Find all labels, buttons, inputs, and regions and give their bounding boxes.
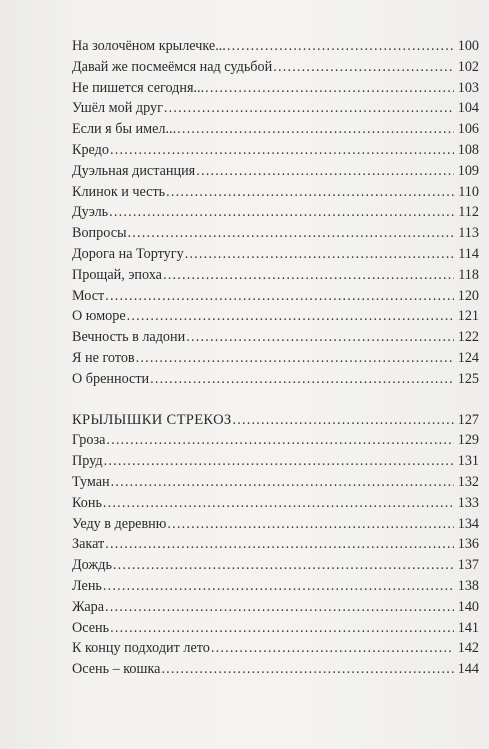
toc-entry-page: 108: [457, 141, 479, 158]
toc-leader-dots: [166, 182, 454, 203]
toc-entry-page: 103: [457, 79, 479, 96]
toc-entry-title: Дуэльная дистанция: [72, 162, 196, 179]
toc-entry-title: Мост: [72, 287, 105, 304]
toc-leader-dots: [110, 618, 454, 639]
toc-entry: [72, 451, 479, 472]
toc-entry: [72, 98, 479, 119]
toc-leader-dots: [109, 202, 454, 223]
toc-entry-page: 121: [457, 308, 479, 325]
toc-entry-title: Дождь: [72, 557, 112, 574]
toc-entry-title: Осень: [72, 619, 110, 636]
toc-entry-page: 102: [457, 58, 479, 75]
toc-leader-dots: [185, 244, 454, 265]
toc-entry: [72, 57, 479, 78]
toc-leader-dots: [127, 306, 454, 327]
toc-entry: [72, 36, 479, 57]
toc-entry-page: 129: [457, 432, 479, 449]
toc-entry-title: Жара: [72, 598, 105, 615]
toc-entry-title: Клинок и честь: [72, 183, 166, 200]
toc-leader-dots: [167, 514, 454, 535]
toc-leader-dots: [227, 36, 454, 57]
toc-leader-dots: [103, 576, 454, 597]
toc-entry-page: 131: [457, 453, 479, 470]
toc-entry-page: 106: [457, 121, 479, 138]
toc-entry-page: 124: [457, 349, 479, 366]
toc-entry: [72, 119, 479, 140]
toc-entry: [72, 493, 479, 514]
toc-leader-dots: [205, 78, 454, 99]
toc-entry-page: 137: [457, 557, 479, 574]
toc-entry-page: 113: [458, 225, 479, 242]
toc-leader-dots: [233, 410, 454, 431]
toc-entry-title: О юморе: [72, 308, 126, 325]
toc-entry-title: Ушёл мой друг: [72, 100, 163, 117]
toc-leader-dots: [273, 57, 454, 78]
toc-entry: [72, 78, 479, 99]
toc-leader-dots: [105, 597, 454, 618]
toc-entry-page: 110: [458, 183, 479, 200]
toc-entry-page: 109: [457, 162, 479, 179]
toc-entry-title: Гроза: [72, 432, 106, 449]
toc-entry-page: 136: [457, 536, 479, 553]
toc-entry-page: 125: [457, 370, 479, 387]
toc-entry-title: К концу подходит лето: [72, 640, 210, 657]
toc-entry-title: Давай же посмеёмся над судьбой: [72, 58, 273, 75]
toc-entry-title: Дорога на Тортугу: [72, 245, 184, 262]
toc-entry-page: 144: [457, 661, 479, 678]
toc-entry: [72, 472, 479, 493]
toc-entry: [72, 182, 479, 203]
toc-entry-title: На золочёном крылечке...: [72, 38, 226, 54]
toc-entry: [72, 534, 479, 555]
toc-section-page: 127: [457, 411, 479, 428]
toc-entry-title: Вопросы: [72, 225, 127, 242]
toc-entry-title: Если я бы имел...: [72, 121, 177, 138]
toc-leader-dots: [111, 472, 454, 493]
toc-entry-page: 104: [457, 100, 479, 117]
toc-entry: [72, 306, 479, 327]
toc-entry-title: Туман: [72, 473, 110, 490]
toc-entry: [72, 140, 479, 161]
toc-entry: [72, 618, 479, 639]
toc-entry-page: 112: [458, 204, 479, 221]
toc-leader-dots: [104, 451, 454, 472]
toc-leader-dots: [164, 98, 454, 119]
toc-leader-dots: [161, 659, 454, 680]
toc-entry-page: 140: [457, 598, 479, 615]
toc-leader-dots: [150, 369, 454, 390]
toc-entry-page: 141: [457, 619, 479, 636]
toc-section-title: КРЫЛЫШКИ СТРЕКОЗ: [72, 411, 232, 428]
toc-entry-title: Закат: [72, 536, 105, 553]
toc-leader-dots: [110, 140, 454, 161]
table-of-contents: [72, 36, 479, 680]
toc-section-heading: [72, 410, 479, 431]
toc-entry: [72, 348, 479, 369]
toc-entry-page: 114: [458, 245, 479, 262]
toc-entry-title: Лень: [72, 577, 102, 594]
toc-leader-dots: [128, 223, 454, 244]
toc-leader-dots: [186, 327, 454, 348]
toc-leader-dots: [211, 638, 454, 659]
toc-entry: [72, 223, 479, 244]
toc-entry-page: 138: [457, 577, 479, 594]
toc-entry-title: Кредо: [72, 141, 109, 158]
toc-entry: [72, 659, 479, 680]
toc-entry: [72, 514, 479, 535]
toc-entry-page: 132: [457, 473, 479, 490]
toc-entry: [72, 202, 479, 223]
toc-entry: [72, 555, 479, 576]
toc-leader-dots: [177, 119, 454, 140]
toc-leader-dots: [105, 534, 454, 555]
toc-entry-title: Прощай, эпоха: [72, 266, 162, 283]
toc-entry-page: 133: [457, 494, 479, 511]
toc-entry: [72, 327, 479, 348]
toc-leader-dots: [105, 286, 454, 307]
toc-leader-dots: [103, 493, 454, 514]
toc-entry: [72, 244, 479, 265]
toc-entry-page: 120: [457, 287, 479, 304]
section-gap: [72, 390, 479, 410]
toc-entry: [72, 161, 479, 182]
toc-entry-page: 118: [458, 266, 479, 283]
toc-entry-page: 142: [457, 640, 479, 657]
toc-entry-title: Пруд: [72, 453, 103, 470]
toc-entry-page: 122: [457, 329, 479, 346]
toc-entry-title: Я не готов: [72, 349, 135, 366]
toc-leader-dots: [113, 555, 454, 576]
toc-entry: [72, 638, 479, 659]
toc-leader-dots: [163, 265, 454, 286]
toc-entry: [72, 430, 479, 451]
toc-entry-title: О бренности: [72, 370, 150, 387]
toc-entry-title: Не пишется сегодня...: [72, 79, 205, 96]
toc-entry: [72, 286, 479, 307]
toc-entry-title: Дуэль: [72, 204, 109, 221]
toc-entry: [72, 265, 479, 286]
toc-entry-title: Уеду в деревню: [72, 515, 167, 532]
toc-leader-dots: [136, 348, 454, 369]
toc-entry: [72, 576, 479, 597]
toc-entry: [72, 597, 479, 618]
toc-leader-dots: [196, 161, 454, 182]
toc-entry-title: Конь: [72, 494, 102, 511]
toc-entry-title: Осень – кошка: [72, 661, 161, 678]
toc-entry-page: 134: [457, 515, 479, 532]
toc-entry-page: 100: [457, 38, 479, 54]
toc-entry-title: Вечность в ладони: [72, 329, 186, 346]
toc-entry: [72, 369, 479, 390]
toc-leader-dots: [106, 430, 454, 451]
